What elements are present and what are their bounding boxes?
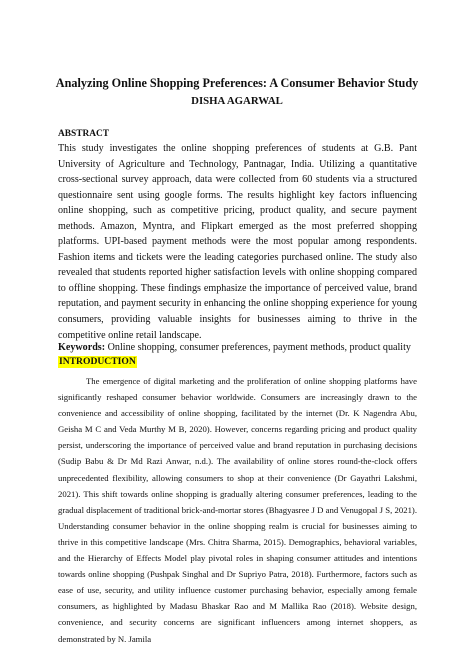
abstract-heading: ABSTRACT — [58, 129, 110, 139]
keywords-text: Online shopping, consumer preferences, payment methods, product quality — [107, 342, 411, 353]
keywords-line — [58, 341, 418, 354]
abstract-text: This study investigates the online shopping preferences of students at G.B. Pant University of Agriculture and Technology, Pantnagar, India. Utilizing a quantitative cross-sectional survey approach, data were collected from 60 students via a structured questionnaire sent using google forms. The results highlight key factors influencing online shopping, such as competitive pricing, product quality, and secure payment methods. Amazon, Myntra, and Flipkart emerged as the most preferred shopping platforms. UPI-based payment methods were the most popular among respondents. Fashion items and tickets were the leading categories purchased online. The study also revealed that students reported higher satisfaction levels with online shopping compared to offline shopping. These findings emphasize the importance of perceived value, brand reputation, and payment security in enhancing the online shopping experience for young consumers, providing valuable insights for businesses aiming to thrive in the competitive online retail landscape. — [58, 143, 417, 341]
introduction-text: The emergence of digital marketing and the proliferation of online shopping platforms have significantly reshaped consumer behavior worldwide. Consumers are increasingly drawn to the convenience and accessibility of online shopping, facilitated by the internet (Dr. K Nagendra Abu, Geisha M C and Veda Murthy M B, 2020). However, concerns regarding pricing and product quality persist, underscoring the importance of perceived value and brand reputation in purchasing decisions (Sudip Babu & Dr Md Razi Anwar, n.d.). The availability of online stores round-the-clock offers unprecedented flexibility, allowing consumers to shop at their convenience (Dr Gayathri Lakshmi, 2021). This shift towards online shopping is gradually altering consumer preferences, leading to the gradual displacement of traditional brick-and-mortar stores (Bhagyasree J D and Venugopal J S, 2021). Understanding consumer behavior in the online shopping realm is crucial for businesses aiming to thrive in this competitive landscape (Mrs. Chitra Sharma, 2015). Demographics, behavioral variables, and the Hierarchy of Effects Model play pivotal roles in shaping consumer attitudes and intentions towards online shopping (Pushpak Singhal and Dr Supriyo Patra, 2018). Furthermore, factors such as ease of use, security, and utility influence customer purchasing behavior, especially among female consumers, as highlighted by Madasu Bhaskar Rao and M Mallika Rao (2018). Website design, convenience, and security concerns are significant influencers among internet shoppers, as demonstrated by N. Jamila — [58, 376, 417, 644]
introduction-heading: INTRODUCTION — [59, 356, 136, 367]
keywords-label: Keywords: — [58, 342, 106, 353]
paper-title: Analyzing Online Shopping Preferences: A Consumer Behavior Study — [55, 76, 419, 90]
author-name: DISHA AGARWAL — [191, 95, 283, 107]
